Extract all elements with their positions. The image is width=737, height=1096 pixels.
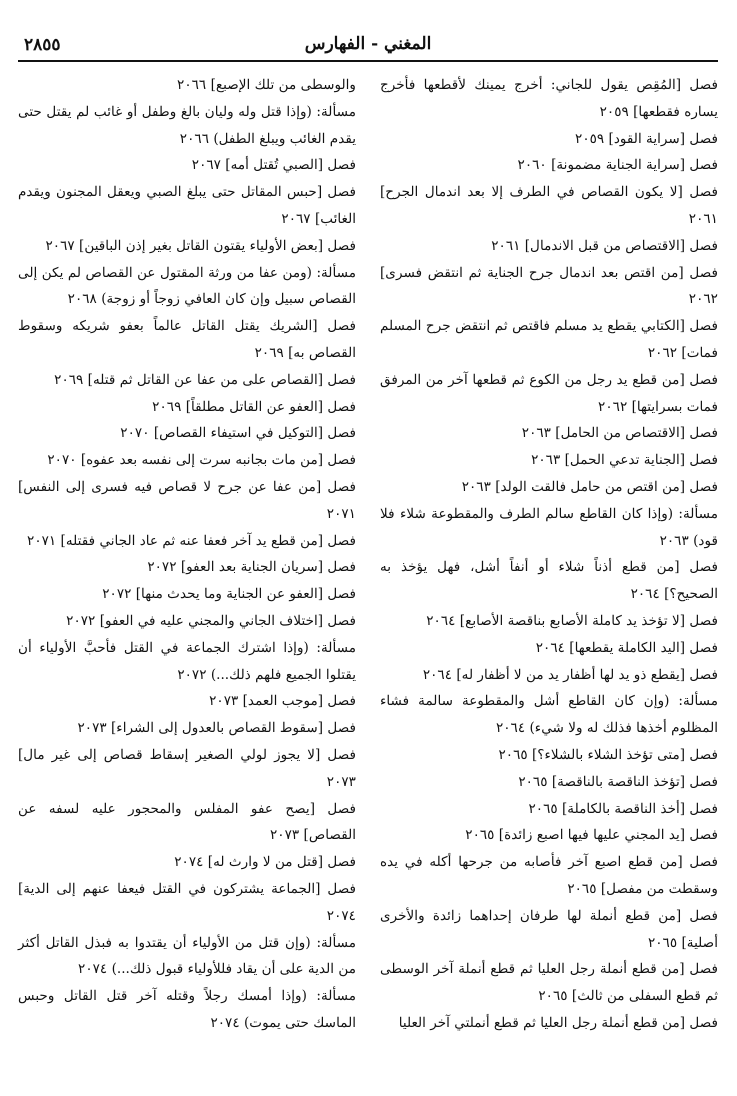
index-entry: فصل [يقطع ذو يد لها أظفار يد من لا أظفار له] ٢٠٦٤ bbox=[422, 666, 718, 683]
index-entry: فصل [سريان الجناية بعد العفو] ٢٠٧٢ bbox=[147, 559, 356, 576]
index-entry: فصل [لا تؤخذ يد كاملة الأصابع بناقصة الأصابع] ٢٠٦٤ bbox=[426, 612, 718, 629]
running-title: المغني - الفهارس bbox=[304, 34, 432, 54]
page-header bbox=[18, 30, 718, 62]
index-entry: فصل [الشريك يقتل القاتل عالماً بعفو شريكه وسقوط القصاص به] ٢٠٦٩ bbox=[18, 318, 356, 361]
index-entry: فصل [من قطع يد رجل من الكوع ثم قطعها آخر من المرفق فمات بسرايتها] ٢٠٦٢ bbox=[380, 371, 718, 415]
index-entry: مسألة: (وإذا أمسك رجلاً وقتله آخر قتل القاتل وحبس الماسك حتى يموت) ٢٠٧٤ bbox=[18, 988, 356, 1031]
index-entry: فصل [الجناية تدعي الحمل] ٢٠٦٣ bbox=[531, 452, 718, 469]
index-entry: فصل [من مات بجانبه سرت إلى نفسه بعد عفوه] ٢٠٧٠ bbox=[47, 452, 356, 469]
index-entry: فصل [متى تؤخذ الشلاء بالشلاء؟] ٢٠٦٥ bbox=[498, 746, 718, 763]
index-entry: فصل [بعض الأولياء يقتون القاتل بغير إذن الباقين] ٢٠٦٧ bbox=[45, 237, 356, 254]
index-entry: فصل [من قطع أنملة لها طرفان إحداهما زائدة والأخرى أصلية] ٢٠٦٥ bbox=[380, 907, 718, 951]
index-entry: فصل [من قطع يد آخر فعفا عنه ثم عاد الجاني فقتله] ٢٠٧١ bbox=[27, 532, 356, 549]
index-entry: والوسطى من تلك الإصبع] ٢٠٦٦ bbox=[177, 77, 356, 93]
index-entry: فصل [سراية القود] ٢٠٥٩ bbox=[575, 130, 718, 147]
index-entry: فصل [من اقتص من حامل فالقت الولد] ٢٠٦٣ bbox=[461, 478, 718, 495]
index-entry: فصل [العفو عن الجناية وما يحدث منها] ٢٠٧٢ bbox=[102, 586, 356, 603]
index-entry: فصل [أخذ الناقصة بالكاملة] ٢٠٦٥ bbox=[528, 800, 718, 817]
index-entry: فصل [من قطع أنملة رجل العليا ثم قطع أنملة آخر الوسطى ثم قطع السفلى من ثالث] ٢٠٦٥ bbox=[380, 961, 718, 1005]
index-entry: فصل [العفو عن القاتل مطلقاً] ٢٠٦٩ bbox=[152, 398, 356, 415]
index-entry: فصل [من اقتص بعد اندمال جرح الجناية ثم انتقض فسرى] ٢٠٦٢ bbox=[380, 264, 718, 308]
index-entry: فصل [لا يكون القصاص في الطرف إلا بعد اندمال الجرح] ٢٠٦١ bbox=[380, 184, 718, 227]
index-entry: مسألة: (وإن قتل من الأولياء أن يقتدوا به فبذل القاتل أكثر من الدية على أن يقاد فللأولياء قبول ذلك...) ٢٠٧٤ bbox=[18, 934, 356, 978]
index-entry: فصل [اختلاف الجاني والمجني عليه في العفو] ٢٠٧٢ bbox=[66, 612, 356, 629]
index-entry: فصل [سقوط القصاص بالعدول إلى الشراء] ٢٠٧٣ bbox=[77, 720, 356, 737]
index-entry: مسألة: (ومن عفا من ورثة المقتول عن القصاص لم يكن إلى القصاص سبيل وإن كان العافي زوجاً أو زوجة) ٢٠٦٨ bbox=[18, 264, 356, 308]
index-entry: فصل [الاقتصاص من الحامل] ٢٠٦٣ bbox=[521, 425, 718, 442]
index-entry: فصل [الصبي تُقتل أمه] ٢٠٦٧ bbox=[191, 157, 356, 174]
index-entry: فصل [يد المجني عليها فيها اصبع زائدة] ٢٠٦٥ bbox=[465, 827, 718, 844]
index-entry: فصل [موجب العمد] ٢٠٧٣ bbox=[209, 693, 356, 710]
index-entry: مسألة: (وإذا قتل وله وليان بالغ وطفل أو غائب لم يقتل حتى يقدم الغائب ويبلغ الطفل) ٢٠٦٦ bbox=[18, 103, 356, 147]
index-columns bbox=[18, 72, 718, 1082]
right-column bbox=[380, 72, 718, 1037]
index-entry: مسألة: (وإذا اشترك الجماعة في القتل فأحبَّ الأولياء أن يقتلوا الجميع فلهم ذلك...) ٢٠٧٢ bbox=[18, 639, 356, 683]
index-entry: فصل [تؤخذ الناقصة بالناقصة] ٢٠٦٥ bbox=[518, 773, 718, 790]
index-entry: فصل [لا يجوز لولي الصغير إسقاط قصاص إلى غير مال] ٢٠٧٣ bbox=[18, 746, 356, 790]
index-entry: فصل [من قطع اصبع آخر فأصابه من جرحها أكله في يده وسقطت من مفصل] ٢٠٦٥ bbox=[380, 854, 718, 897]
index-entry: فصل [حبس المقاتل حتى يبلغ الصبي ويعقل المجنون ويقدم الغائب] ٢٠٦٧ bbox=[18, 184, 356, 227]
page-number: ٢٨٥٥ bbox=[24, 35, 61, 55]
left-column bbox=[18, 72, 356, 1037]
index-entry: فصل [المُقِص يقول للجاني: أخرج يمينك لأقطعها فأخرج يساره فقطعها] ٢٠٥٩ bbox=[380, 77, 718, 120]
index-entry: فصل [قتل من لا وارث له] ٢٠٧٤ bbox=[174, 854, 356, 871]
index-entry: فصل [من قطع أذناً شلاء أو أنفاً أشل، فهل يؤخذ به الصحيح؟] ٢٠٦٤ bbox=[380, 559, 718, 603]
index-entry: مسألة: (وإذا كان القاطع سالم الطرف والمقطوعة شلاء فلا قود) ٢٠٦٣ bbox=[380, 505, 718, 549]
index-entry: فصل [التوكيل في استيفاء القصاص] ٢٠٧٠ bbox=[120, 425, 356, 442]
index-entry: فصل [اليد الكاملة يقطعها] ٢٠٦٤ bbox=[535, 639, 718, 656]
index-entry: فصل [من قطع أنملة رجل العليا ثم قطع أنملتي آخر العليا bbox=[398, 1014, 718, 1031]
index-entry: فصل [الكتابي يقطع يد مسلم فاقتص ثم انتقض جرح المسلم فمات] ٢٠٦٢ bbox=[380, 318, 718, 361]
index-entry: فصل [الجماعة يشتركون في القتل فيعفا عنهم إلى الدية] ٢٠٧٤ bbox=[18, 880, 356, 924]
index-page bbox=[18, 30, 718, 1090]
index-entry: فصل [القصاص على من عفا عن القاتل ثم قتله] ٢٠٦٩ bbox=[54, 371, 356, 388]
index-entry: فصل [سراية الجناية مضمونة] ٢٠٦٠ bbox=[517, 157, 718, 174]
index-entry: مسألة: (وإن كان القاطع أشل والمقطوعة سالمة فشاء المظلوم أخذها فذلك له ولا شيء) ٢٠٦٤ bbox=[380, 693, 718, 737]
index-entry: فصل [الاقتصاص من قبل الاندمال] ٢٠٦١ bbox=[491, 237, 718, 254]
index-entry: فصل [من عفا عن جرح لا قصاص فيه فسرى إلى النفس] ٢٠٧١ bbox=[18, 478, 356, 522]
index-entry: فصل [يصح عفو المفلس والمحجور عليه لسفه عن القصاص] ٢٠٧٣ bbox=[18, 800, 356, 844]
